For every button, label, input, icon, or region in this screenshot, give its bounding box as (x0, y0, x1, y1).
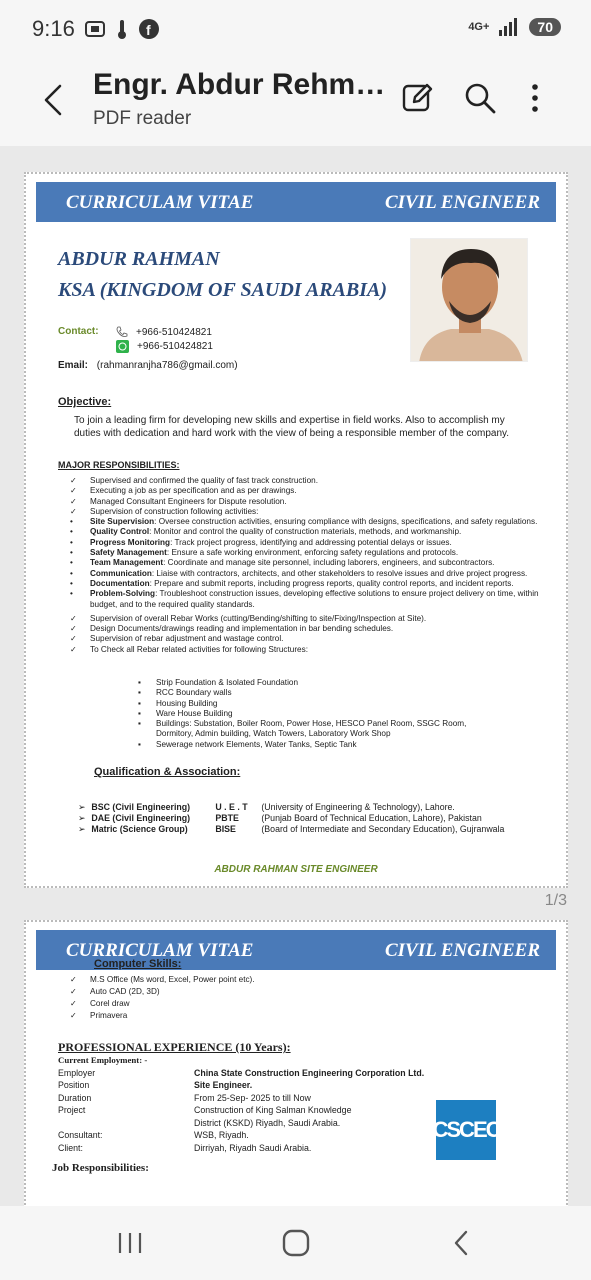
cv-header-band (36, 182, 556, 222)
status-notification-icons (84, 18, 160, 40)
bullet-mark: • (70, 517, 73, 527)
edit-icon[interactable] (400, 80, 436, 116)
email-value: (rahmanranjha786@gmail.com) (96, 360, 238, 371)
phone-icon (116, 326, 128, 338)
app-bar (0, 60, 591, 146)
qualification-list (78, 802, 504, 835)
employment-value: WSB, Riyadh. (194, 1130, 249, 1140)
responsibility-text: Executing a job as per specification and as per drawings. (90, 486, 297, 496)
bullet-mark: ➢ (78, 813, 86, 823)
skill-text: M.S Office (Ms word, Excel, Power point etc). (90, 975, 255, 984)
responsibility-item (70, 538, 560, 548)
more-options-icon[interactable] (517, 80, 553, 116)
qualification-item (78, 802, 504, 813)
svg-text:f: f (146, 22, 151, 38)
job-responsibilities-title: Job Responsibilities: (52, 1162, 149, 1174)
status-system-icons (468, 18, 561, 36)
page-indicator: 1/3 (544, 892, 567, 909)
qualification-desc: (Punjab Board of Technical Education, Lahore), Pakistan (261, 813, 482, 823)
pdf-page-1 (24, 172, 568, 888)
responsibility-text: To Check all Rebar related activities for following Structures: (90, 644, 308, 654)
facebook-icon (138, 18, 160, 40)
pdf-page-2 (24, 920, 568, 1206)
phone-row-2 (116, 340, 213, 353)
company-logo: CSCEC (436, 1100, 496, 1160)
employment-row (58, 1142, 458, 1155)
responsibility-item (70, 558, 560, 568)
employment-key (58, 1117, 194, 1130)
bullet-mark: ▪ (138, 688, 141, 698)
structure-item (138, 709, 496, 719)
profile-photo (410, 238, 528, 362)
employment-value: China State Construction Engineering Corporation Ltd. (194, 1067, 425, 1078)
responsibility-item (70, 645, 560, 655)
responsibility-heading: Progress Monitoring (90, 537, 171, 547)
responsibility-heading: Communication (90, 568, 152, 578)
responsibility-text: Progress Monitoring: Track project progress, identifying and addressing potential delays or issues. (90, 537, 452, 547)
bullet-mark: ✓ (70, 975, 77, 984)
responsibility-item (70, 527, 560, 537)
responsibility-item (70, 486, 560, 496)
screenshot-icon (84, 18, 106, 40)
responsibility-item (70, 579, 560, 589)
responsibility-item (70, 476, 560, 486)
cv-header-title-2: CURRICULAM VITAE (66, 940, 254, 961)
qualification-degree: Matric (Science Group) (91, 824, 188, 834)
contact-label: Contact: (58, 326, 99, 337)
bullet-mark: ▪ (138, 708, 141, 718)
responsibility-heading: Quality Control (90, 527, 150, 537)
skill-text: Primavera (90, 1011, 128, 1020)
qualification-title: Qualification & Association: (94, 766, 241, 778)
phone-number-2: +966-510424821 (137, 341, 213, 352)
bullet-mark: ▪ (138, 739, 141, 749)
profile-photo-image (411, 239, 528, 362)
bullet-mark: • (70, 578, 73, 588)
document-title: Engr. Abdur Rehm… (93, 68, 386, 101)
employment-key: Duration (58, 1092, 92, 1103)
experience-title: PROFESSIONAL EXPERIENCE (10 Years): (58, 1040, 291, 1054)
cv-footer: ABDUR RAHMAN SITE ENGINEER (214, 864, 378, 875)
employment-row (58, 1104, 458, 1117)
structure-item (138, 719, 496, 740)
structure-item (138, 688, 496, 698)
structures-list (138, 678, 496, 750)
responsibility-text: Managed Consultant Engineers for Dispute resolution. (90, 496, 287, 506)
cv-name-block (58, 244, 387, 306)
responsibility-heading: Safety Management (90, 548, 167, 558)
employment-row (58, 1092, 458, 1105)
responsibility-item (70, 517, 560, 527)
responsibility-heading: Documentation (90, 578, 150, 588)
employment-row (58, 1117, 458, 1130)
bullet-mark: ✓ (70, 999, 77, 1008)
responsibility-text: Communication: Liaise with contractors, architects, and other stakeholders to resolve issues and drive project progress. (90, 568, 528, 578)
pdf-viewer[interactable] (0, 146, 591, 1206)
employment-details (58, 1054, 458, 1154)
bullet-mark: ➢ (78, 802, 86, 812)
responsibility-heading: Site Supervision (90, 517, 155, 527)
bullet-mark: ✓ (70, 496, 77, 506)
cv-header-title: CURRICULAM VITAE (66, 192, 254, 213)
employment-row (58, 1129, 458, 1142)
structure-text: Sewerage network Elements, Water Tanks, Septic Tank (156, 739, 357, 749)
structure-text: Buildings: Substation, Boiler Room, Power Hose, HESCO Panel Room, SSGC Room, Dormitory, Admin building, Watch Towers, Laboratory Work Shop (156, 719, 467, 739)
responsibility-text: Supervision of rebar adjustment and wastage control. (90, 634, 284, 644)
whatsapp-icon (116, 340, 129, 353)
skill-text: Auto CAD (2D, 3D) (90, 987, 160, 996)
employment-key: Position (58, 1080, 90, 1090)
bullet-mark: ✓ (70, 624, 77, 634)
skill-item (70, 986, 255, 998)
responsibility-item (70, 497, 560, 507)
qualification-item (78, 824, 504, 835)
bullet-mark: • (70, 527, 73, 537)
qualification-institute: U . E . T (215, 802, 248, 812)
qualification-institute: BISE (215, 824, 236, 834)
bullet-mark: • (70, 548, 73, 558)
employment-value: Dirriyah, Riyadh Saudi Arabia. (194, 1142, 312, 1153)
employment-value: Site Engineer. (194, 1080, 253, 1090)
responsibility-item (70, 569, 560, 579)
employment-value: From 25-Sep- 2025 to till Now (194, 1092, 311, 1103)
email-row (58, 360, 238, 371)
cv-header-role-2: CIVIL ENGINEER (384, 940, 540, 961)
cv-location: KSA (KINGDOM OF SAUDI ARABIA) (58, 279, 387, 301)
skill-item (70, 1010, 255, 1022)
structure-item (138, 699, 496, 709)
responsibility-item (70, 624, 560, 634)
search-icon[interactable] (462, 80, 498, 116)
bullet-mark: ▪ (138, 719, 141, 729)
qualification-degree: DAE (Civil Engineering) (91, 813, 191, 823)
structure-text: Ware House Building (156, 708, 233, 718)
email-label: Email: (58, 360, 89, 371)
network-type: 4G+ (468, 21, 490, 33)
bullet-mark: ✓ (70, 1011, 77, 1020)
bullet-mark: ➢ (78, 824, 86, 834)
bullet-mark: ✓ (70, 644, 77, 654)
current-employment-label: Current Employment: - (58, 1055, 148, 1065)
qualification-desc: (Board of Intermediate and Secondary Education), Gujranwala (261, 824, 505, 834)
employment-row (58, 1067, 458, 1080)
structure-item (138, 740, 496, 750)
battery-indicator: 70 (529, 18, 561, 36)
structure-item (138, 678, 496, 688)
responsibility-text: Design Documents/drawings reading and implementation in bar bending schedules. (90, 624, 394, 634)
cv-name: ABDUR RAHMAN (58, 248, 220, 270)
responsibility-text: Problem-Solving: Troubleshoot construction issues, developing effective solutions to ensure project delivery on time, within budget, and to the required quality standards. (90, 589, 539, 609)
bullet-mark: • (70, 537, 73, 547)
responsibility-text: Quality Control: Monitor and control the quality of construction materials, methods, and workmanship. (90, 527, 462, 537)
responsibility-item (70, 507, 560, 517)
bullet-mark: ▪ (138, 678, 141, 687)
responsibility-item (70, 548, 560, 558)
thermometer-icon (116, 18, 128, 40)
responsibility-item (70, 614, 560, 624)
responsibility-text: Supervised and confirmed the quality of fast track construction. (90, 476, 319, 485)
employment-key: Project (58, 1105, 86, 1115)
back-nav-icon[interactable] (442, 1228, 482, 1258)
skills-list (70, 974, 255, 1022)
qualification-item (78, 813, 504, 824)
recent-apps-icon[interactable] (110, 1228, 150, 1258)
skill-item (70, 974, 255, 986)
bullet-mark: ✓ (70, 486, 77, 496)
bullet-mark: ✓ (70, 613, 77, 623)
phone-number-1: +966-510424821 (136, 326, 212, 338)
employment-key: Employer (58, 1067, 96, 1078)
qualification-degree: BSC (Civil Engineering) (91, 802, 191, 812)
responsibility-text: Supervision of construction following activities: (90, 506, 259, 516)
bullet-mark: ✓ (70, 634, 77, 644)
employment-rows (58, 1067, 458, 1155)
skill-text: Corel draw (90, 999, 130, 1008)
responsibility-text: Supervision of overall Rebar Works (cutting/Bending/shifting to site/Fixing/Inspection at Site). (90, 613, 427, 623)
bullet-mark: • (70, 568, 73, 578)
bullet-mark: ✓ (70, 476, 77, 485)
employment-value: Construction of King Salman Knowledge (194, 1105, 352, 1115)
employment-key: Client: (58, 1142, 83, 1153)
bullet-mark: ▪ (138, 698, 141, 708)
cv-header-role: CIVIL ENGINEER (384, 192, 540, 213)
objective-title: Objective: (58, 396, 112, 408)
structure-text: Strip Foundation & Isolated Foundation (156, 678, 299, 687)
responsibility-item (70, 589, 560, 610)
system-nav-bar (0, 1206, 591, 1280)
structure-text: RCC Boundary walls (156, 688, 232, 698)
bullet-mark: • (70, 589, 73, 599)
signal-icon (499, 18, 519, 36)
qualification-desc: (University of Engineering & Technology), Lahore. (261, 802, 455, 812)
responsibility-text: Team Management: Coordinate and manage site personnel, including laborers, engineers, and subcontractors. (90, 558, 495, 568)
home-icon[interactable] (276, 1228, 316, 1258)
employment-row (58, 1079, 458, 1092)
skills-title: Computer Skills: (94, 958, 182, 970)
back-arrow-icon[interactable] (36, 80, 76, 120)
bullet-mark: ✓ (70, 987, 77, 996)
skill-item (70, 998, 255, 1010)
responsibility-text: Site Supervision: Oversee construction activities, ensuring compliance with designs, specifications, and safety regulations. (90, 517, 538, 527)
employment-value: District (KSKD) Riyadh, Saudi Arabia. (194, 1117, 341, 1128)
qualification-institute: PBTE (215, 813, 239, 823)
objective-text: To join a leading firm for developing new skills and expertise in field works. Also to accomplish my duties with dedication and hard work with the view of being a responsible member of the company. (74, 415, 510, 439)
employment-key: Consultant: (58, 1130, 103, 1140)
responsibility-heading: Problem-Solving (90, 589, 156, 599)
status-time: 9:16 (32, 16, 75, 41)
phone-row-1 (116, 326, 212, 338)
responsibility-item (70, 634, 560, 644)
responsibilities-list (70, 476, 560, 655)
bullet-mark: ✓ (70, 506, 77, 516)
status-bar (0, 0, 591, 60)
responsibilities-title: MAJOR RESPONSIBILITIES: (58, 460, 180, 470)
responsibility-text: Documentation: Prepare and submit reports, including progress reports, quality control reports, and incident reports. (90, 578, 514, 588)
document-subtitle: PDF reader (93, 108, 192, 129)
responsibility-heading: Team Management (90, 558, 164, 568)
responsibility-text: Safety Management: Ensure a safe working environment, enforcing safety regulations and protocols. (90, 548, 459, 558)
bullet-mark: • (70, 558, 73, 568)
structure-text: Housing Building (156, 698, 218, 708)
